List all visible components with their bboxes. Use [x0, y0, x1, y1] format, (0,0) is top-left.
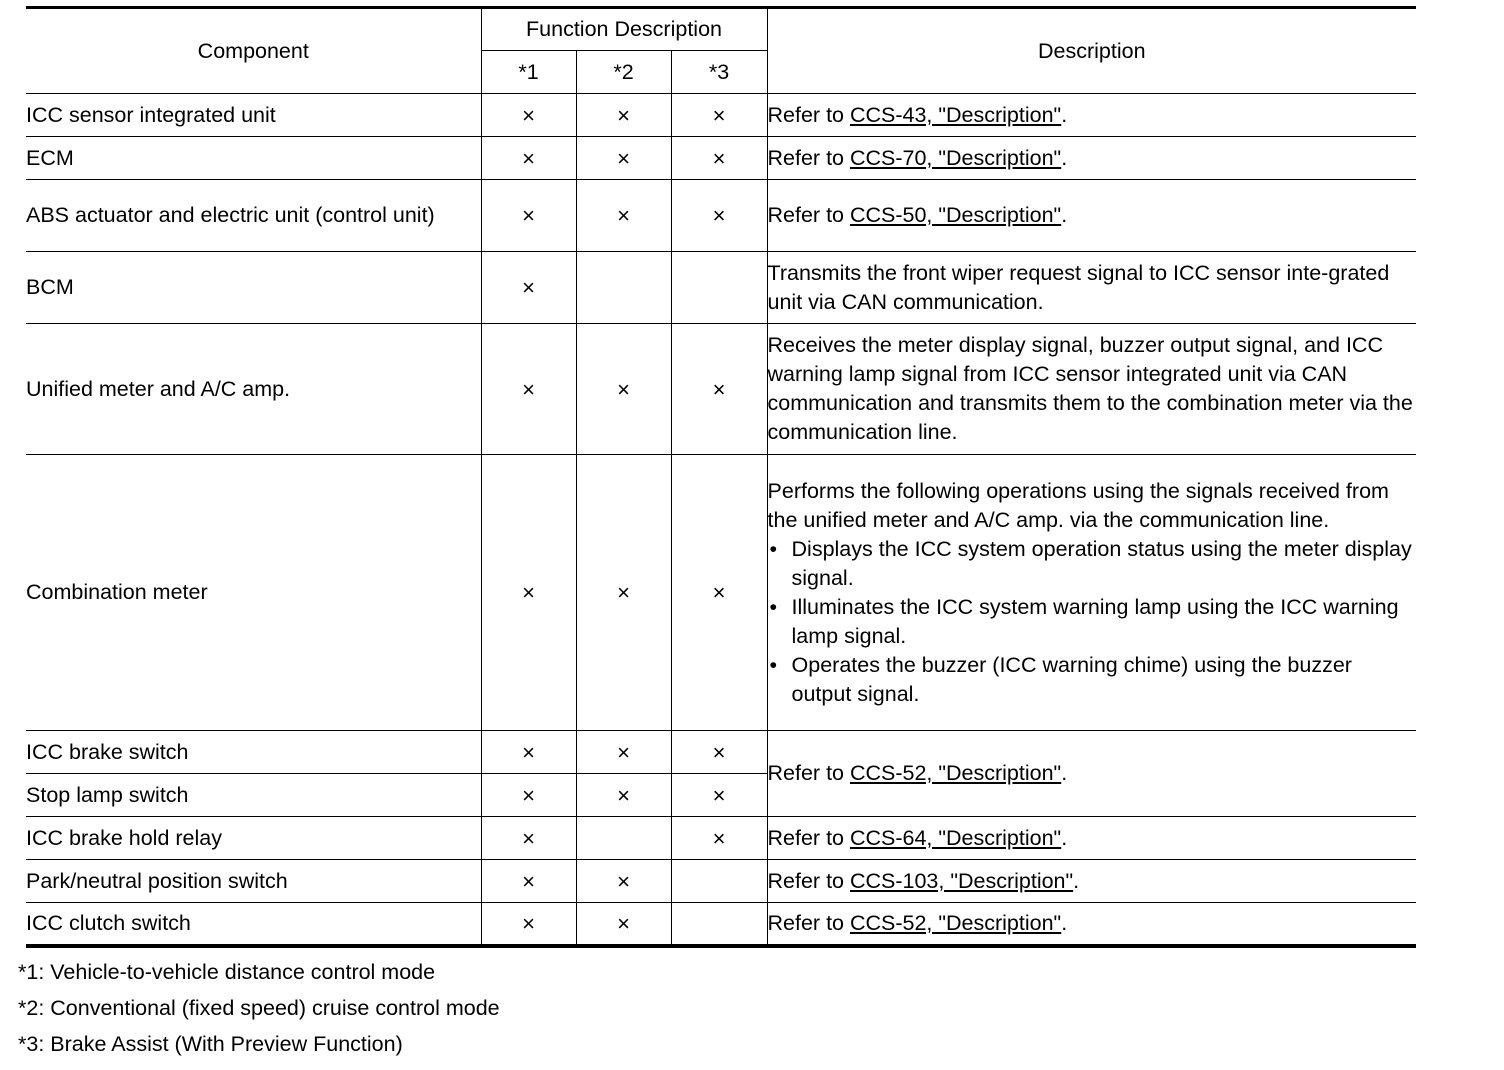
reference-link[interactable]: CCS-52, "Description"	[849, 910, 1062, 935]
mark-cell-3: ×	[671, 455, 767, 731]
mark-cell-1: ×	[481, 455, 576, 731]
mark-cell-3	[671, 252, 767, 324]
mark-cell-3: ×	[671, 180, 767, 252]
mark-cell-3: ×	[671, 731, 767, 774]
description-cell	[767, 860, 1416, 903]
refer-suffix: .	[1061, 910, 1068, 935]
header-component: Component	[26, 8, 481, 94]
mark-cell-1: ×	[481, 817, 576, 860]
description-cell	[767, 180, 1416, 252]
mark-cell-2: ×	[576, 860, 671, 903]
mark-cell-1: ×	[481, 94, 576, 137]
table-row	[26, 731, 1416, 774]
reference-link[interactable]: CCS-103, "Description"	[849, 868, 1074, 893]
mark-cell-2: ×	[576, 180, 671, 252]
mark-cell-2: ×	[576, 903, 671, 946]
reference-link[interactable]: CCS-50, "Description"	[849, 203, 1062, 227]
component-cell: ECM	[26, 137, 481, 180]
list-item: • Displays the ICC system operation status using the meter display signal.	[768, 535, 1417, 593]
component-cell: Unified meter and A/C amp.	[26, 324, 481, 455]
table-row	[26, 455, 1416, 731]
mark-cell-3: ×	[671, 137, 767, 180]
refer-prefix: Refer to	[767, 825, 850, 850]
component-cell: ICC brake switch	[26, 731, 481, 774]
mark-cell-2: ×	[576, 731, 671, 774]
mark-cell-3	[671, 903, 767, 946]
refer-prefix: Refer to	[767, 203, 850, 227]
mark-cell-2	[576, 252, 671, 324]
mark-cell-3: ×	[671, 94, 767, 137]
mark-cell-1: ×	[481, 180, 576, 252]
description-intro: Performs the following operations using the signals received from the unified meter and A/C amp. via the communication line.	[767, 478, 1389, 532]
footnote-1: *1: Vehicle-to-vehicle distance control mode	[18, 960, 436, 984]
component-cell: BCM	[26, 252, 481, 324]
component-cell: Combination meter	[26, 455, 481, 731]
table-row	[26, 252, 1416, 324]
header-col-1: *1	[481, 51, 576, 94]
refer-suffix: .	[1073, 868, 1080, 893]
mark-cell-2: ×	[576, 324, 671, 455]
mark-cell-1: ×	[481, 252, 576, 324]
description-cell	[767, 137, 1416, 180]
table-row	[26, 860, 1416, 903]
mark-cell-3	[671, 860, 767, 903]
mark-cell-2: ×	[576, 774, 671, 817]
mark-cell-1: ×	[481, 774, 576, 817]
component-cell: Park/neutral position switch	[26, 860, 481, 903]
description-cell	[767, 731, 1416, 817]
refer-suffix: .	[1061, 825, 1068, 850]
reference-link[interactable]: CCS-52, "Description"	[849, 761, 1062, 785]
description-cell: Transmits the front wiper request signal to ICC sensor inte-grated unit via CAN communication.	[767, 252, 1416, 324]
table-row	[26, 324, 1416, 455]
header-col-3: *3	[671, 51, 767, 94]
table-row	[26, 137, 1416, 180]
mark-cell-3: ×	[671, 774, 767, 817]
header-function-description: Function Description	[481, 8, 767, 51]
reference-link[interactable]: CCS-64, "Description"	[849, 825, 1062, 850]
table-row	[26, 94, 1416, 137]
mark-cell-1: ×	[481, 731, 576, 774]
reference-link[interactable]: CCS-43, "Description"	[849, 102, 1062, 127]
refer-suffix: .	[1061, 761, 1068, 785]
refer-prefix: Refer to	[767, 868, 850, 893]
description-cell: Receives the meter display signal, buzzer output signal, and ICC warning lamp signal from ICC sensor integrated unit via CAN communication and transmits them to the combination meter via the communication line.	[767, 324, 1416, 455]
header-col-2: *2	[576, 51, 671, 94]
component-cell: Stop lamp switch	[26, 774, 481, 817]
footnote-2: *2: Conventional (fixed speed) cruise control mode	[18, 996, 500, 1020]
mark-cell-1: ×	[481, 324, 576, 455]
list-item: • Illuminates the ICC system warning lamp using the ICC warning lamp signal.	[768, 593, 1417, 651]
refer-prefix: Refer to	[767, 102, 850, 127]
description-cell	[767, 903, 1416, 946]
mark-cell-1: ×	[481, 903, 576, 946]
description-cell	[767, 94, 1416, 137]
reference-link[interactable]: CCS-70, "Description"	[849, 145, 1062, 170]
footnotes	[18, 958, 500, 1066]
list-item: • Operates the buzzer (ICC warning chime) using the buzzer output signal.	[768, 651, 1417, 709]
description-bullet-list	[768, 535, 1417, 709]
mark-cell-2: ×	[576, 455, 671, 731]
refer-prefix: Refer to	[767, 910, 850, 935]
mark-cell-2: ×	[576, 137, 671, 180]
component-cell: ICC clutch switch	[26, 903, 481, 946]
refer-prefix: Refer to	[767, 145, 850, 170]
refer-prefix: Refer to	[767, 761, 850, 785]
mark-cell-2: ×	[576, 94, 671, 137]
component-cell: ICC brake hold relay	[26, 817, 481, 860]
description-cell	[767, 817, 1416, 860]
refer-suffix: .	[1061, 203, 1068, 227]
table-row	[26, 180, 1416, 252]
component-cell: ICC sensor integrated unit	[26, 94, 481, 137]
mark-cell-2	[576, 817, 671, 860]
mark-cell-3: ×	[671, 817, 767, 860]
mark-cell-1: ×	[481, 137, 576, 180]
mark-cell-3: ×	[671, 324, 767, 455]
refer-suffix: .	[1061, 102, 1068, 127]
component-function-table	[26, 6, 1416, 948]
footnote-3: *3: Brake Assist (With Preview Function)	[18, 1032, 403, 1056]
table-row	[26, 817, 1416, 860]
mark-cell-1: ×	[481, 860, 576, 903]
table-row	[26, 903, 1416, 946]
refer-suffix: .	[1061, 145, 1068, 170]
description-cell	[767, 455, 1416, 731]
component-cell: ABS actuator and electric unit (control unit)	[26, 180, 481, 252]
header-description: Description	[767, 8, 1416, 94]
